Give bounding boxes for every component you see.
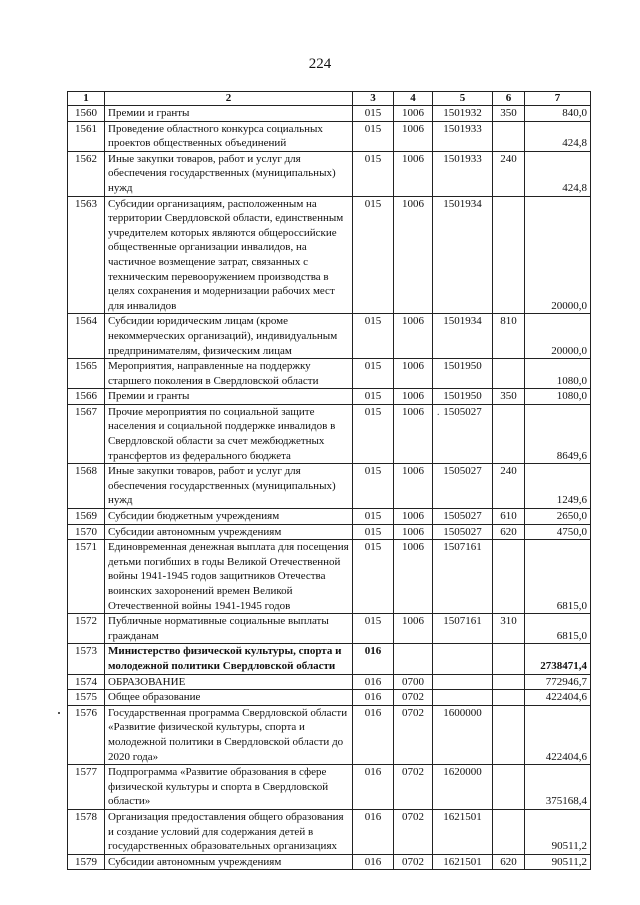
code-section: 1006 [394,314,433,359]
row-amount: 772946,7 [525,674,591,690]
code-ministry: 015 [353,509,394,525]
row-amount: 20000,0 [525,314,591,359]
code-ministry: 015 [353,389,394,405]
row-number: 1568 [68,464,105,509]
code-section: 1006 [394,404,433,463]
code-ministry: 015 [353,151,394,196]
code-section: 0702 [394,809,433,854]
row-number: 1573 [68,644,105,674]
code-expense-type: 350 [493,106,525,122]
table-row [68,705,591,764]
code-section: 1006 [394,524,433,540]
row-amount: 422404,6 [525,705,591,764]
row-number: 1569 [68,509,105,525]
row-name: Государственная программа Свердловской области «Развитие физической культуры, спорта и молодежной политики в Свердловской области до 2020 года» [105,705,353,764]
row-name: Мероприятия, направленные на поддержку старшего поколения в Свердловской области [105,359,353,389]
code-ministry: 016 [353,809,394,854]
column-header: 6 [493,92,525,106]
code-expense-type: 620 [493,854,525,870]
code-expense-type: 240 [493,151,525,196]
code-expense-type [493,359,525,389]
row-number: 1571 [68,540,105,614]
row-amount: 90511,2 [525,809,591,854]
code-section: 1006 [394,196,433,314]
code-ministry: 016 [353,765,394,810]
code-ministry: 015 [353,404,394,463]
code-target: 1505027 [433,524,493,540]
code-target: 1501932 [433,106,493,122]
table-row [68,464,591,509]
code-section: 0702 [394,705,433,764]
code-expense-type [493,404,525,463]
row-amount: 840,0 [525,106,591,122]
row-amount: 1080,0 [525,359,591,389]
row-name: Премии и гранты [105,389,353,405]
row-name: Субсидии организациям, расположенным на территории Свердловской области, единственным учредителем которых являются общероссийские общественные организации инвалидов, на частичное возмещение затрат, связанных с техническим перевооружением производства в целях сохранения и модернизации рабочих мест для инвалидов [105,196,353,314]
row-number: 1576 [68,705,105,764]
code-target: 1501933 [433,121,493,151]
code-section: 1006 [394,359,433,389]
row-amount: 6815,0 [525,540,591,614]
code-ministry: 016 [353,644,394,674]
table-row [68,540,591,614]
row-name: Министерство физической культуры, спорта и молодежной политики Свердловской области [105,644,353,674]
row-number: 1579 [68,854,105,870]
code-target: 1505027 [433,464,493,509]
code-ministry: 015 [353,464,394,509]
code-section [394,644,433,674]
table-row [68,644,591,674]
stray-dot-mark: . [437,407,440,418]
row-number: 1566 [68,389,105,405]
table-row [68,359,591,389]
code-ministry: 015 [353,106,394,122]
row-amount: 2738471,4 [525,644,591,674]
code-ministry: 015 [353,314,394,359]
code-target: 1621501 [433,809,493,854]
code-expense-type [493,690,525,706]
row-number: 1577 [68,765,105,810]
table-row [68,690,591,706]
row-name: Единовременная денежная выплата для посещения детьми погибших в годы Великой Отечественной войны 1941-1945 годов защитников Отечества воинских захоронений времен Великой Отечественной войны 1941-1945 годов [105,540,353,614]
row-name: Общее образование [105,690,353,706]
row-amount: 8649,6 [525,404,591,463]
table-row [68,765,591,810]
code-target: 1621501 [433,854,493,870]
code-target [433,674,493,690]
row-amount: 4750,0 [525,524,591,540]
table-row [68,524,591,540]
code-target: 1501934 [433,314,493,359]
row-name: Премии и гранты [105,106,353,122]
table-row [68,151,591,196]
table-row [68,614,591,644]
code-target: 1600000 [433,705,493,764]
table-row [68,106,591,122]
code-expense-type [493,705,525,764]
column-header: 5 [433,92,493,106]
code-target [433,690,493,706]
code-expense-type: 240 [493,464,525,509]
table-row [68,809,591,854]
row-number: 1570 [68,524,105,540]
code-section: 1006 [394,389,433,405]
row-number: 1565 [68,359,105,389]
code-section: 1006 [394,464,433,509]
code-target: 1501950 [433,359,493,389]
code-target: 1501933 [433,151,493,196]
row-name: Иные закупки товаров, работ и услуг для обеспечения государственных (муниципальных) нужд [105,464,353,509]
code-ministry: 015 [353,359,394,389]
row-number: 1572 [68,614,105,644]
code-ministry: 015 [353,196,394,314]
code-target: 1507161 [433,614,493,644]
code-expense-type: 610 [493,509,525,525]
table-row [68,509,591,525]
code-ministry: 015 [353,121,394,151]
row-number: 1560 [68,106,105,122]
row-amount: 424,8 [525,121,591,151]
code-ministry: 015 [353,614,394,644]
code-expense-type: 310 [493,614,525,644]
column-header: 4 [394,92,433,106]
code-expense-type [493,644,525,674]
row-number: 1578 [68,809,105,854]
row-name: Проведение областного конкурса социальных проектов общественных объединений [105,121,353,151]
row-amount: 90511,2 [525,854,591,870]
code-expense-type [493,540,525,614]
code-section: 1006 [394,106,433,122]
code-target: 1501934 [433,196,493,314]
code-target [433,644,493,674]
row-number: 1575 [68,690,105,706]
code-expense-type [493,121,525,151]
code-section: 0702 [394,690,433,706]
code-expense-type [493,196,525,314]
row-name: Субсидии автономным учреждениям [105,854,353,870]
code-section: 0700 [394,674,433,690]
code-ministry: 016 [353,674,394,690]
row-amount: 1080,0 [525,389,591,405]
row-amount: 1249,6 [525,464,591,509]
column-header: 1 [68,92,105,106]
code-expense-type: 810 [493,314,525,359]
table-row [68,196,591,314]
table-header-row [68,92,591,106]
row-name: ОБРАЗОВАНИЕ [105,674,353,690]
page-number: 224 [308,56,332,72]
row-amount: 2650,0 [525,509,591,525]
table-row [68,674,591,690]
table-row [68,854,591,870]
row-name: Субсидии автономным учреждениям [105,524,353,540]
code-ministry: 015 [353,540,394,614]
row-amount: 422404,6 [525,690,591,706]
row-number: 1564 [68,314,105,359]
row-amount: 6815,0 [525,614,591,644]
code-ministry: 016 [353,690,394,706]
code-target: 1507161 [433,540,493,614]
row-name: Подпрограмма «Развитие образования в сфере физической культуры и спорта в Свердловской области» [105,765,353,810]
code-expense-type [493,765,525,810]
code-ministry: 016 [353,854,394,870]
column-header: 7 [525,92,591,106]
code-section: 0702 [394,765,433,810]
row-name: Публичные нормативные социальные выплаты гражданам [105,614,353,644]
code-expense-type [493,674,525,690]
code-ministry: 015 [353,524,394,540]
row-name: Организация предоставления общего образования и создание условий для содержания детей в государственных образовательных организациях [105,809,353,854]
row-number: 1562 [68,151,105,196]
table-row [68,314,591,359]
row-name: Субсидии бюджетным учреждениям [105,509,353,525]
row-amount: 375168,4 [525,765,591,810]
code-ministry: 016 [353,705,394,764]
row-amount: 20000,0 [525,196,591,314]
code-section: 1006 [394,121,433,151]
row-number: 1574 [68,674,105,690]
code-target: 1501950 [433,389,493,405]
code-target: 1505027 [433,404,493,463]
code-section: 1006 [394,509,433,525]
table-row [68,389,591,405]
margin-mark [58,712,60,714]
column-header: 2 [105,92,353,106]
code-section: 1006 [394,540,433,614]
row-amount: 424,8 [525,151,591,196]
column-header: 3 [353,92,394,106]
code-expense-type [493,809,525,854]
row-name: Иные закупки товаров, работ и услуг для обеспечения государственных (муниципальных) нужд [105,151,353,196]
budget-table [67,91,591,870]
row-name: Субсидии юридическим лицам (кроме некоммерческих организаций), индивидуальным предпринимателям, физическим лицам [105,314,353,359]
code-section: 0702 [394,854,433,870]
code-expense-type: 620 [493,524,525,540]
row-number: 1567 [68,404,105,463]
row-number: 1563 [68,196,105,314]
row-number: 1561 [68,121,105,151]
table-row [68,121,591,151]
code-target: 1620000 [433,765,493,810]
row-name: Прочие мероприятия по социальной защите населения и социальной поддержке инвалидов в Свердловской области за счет межбюджетных трансфертов из федерального бюджета [105,404,353,463]
code-target: 1505027 [433,509,493,525]
table-row [68,404,591,463]
code-expense-type: 350 [493,389,525,405]
code-section: 1006 [394,614,433,644]
code-section: 1006 [394,151,433,196]
